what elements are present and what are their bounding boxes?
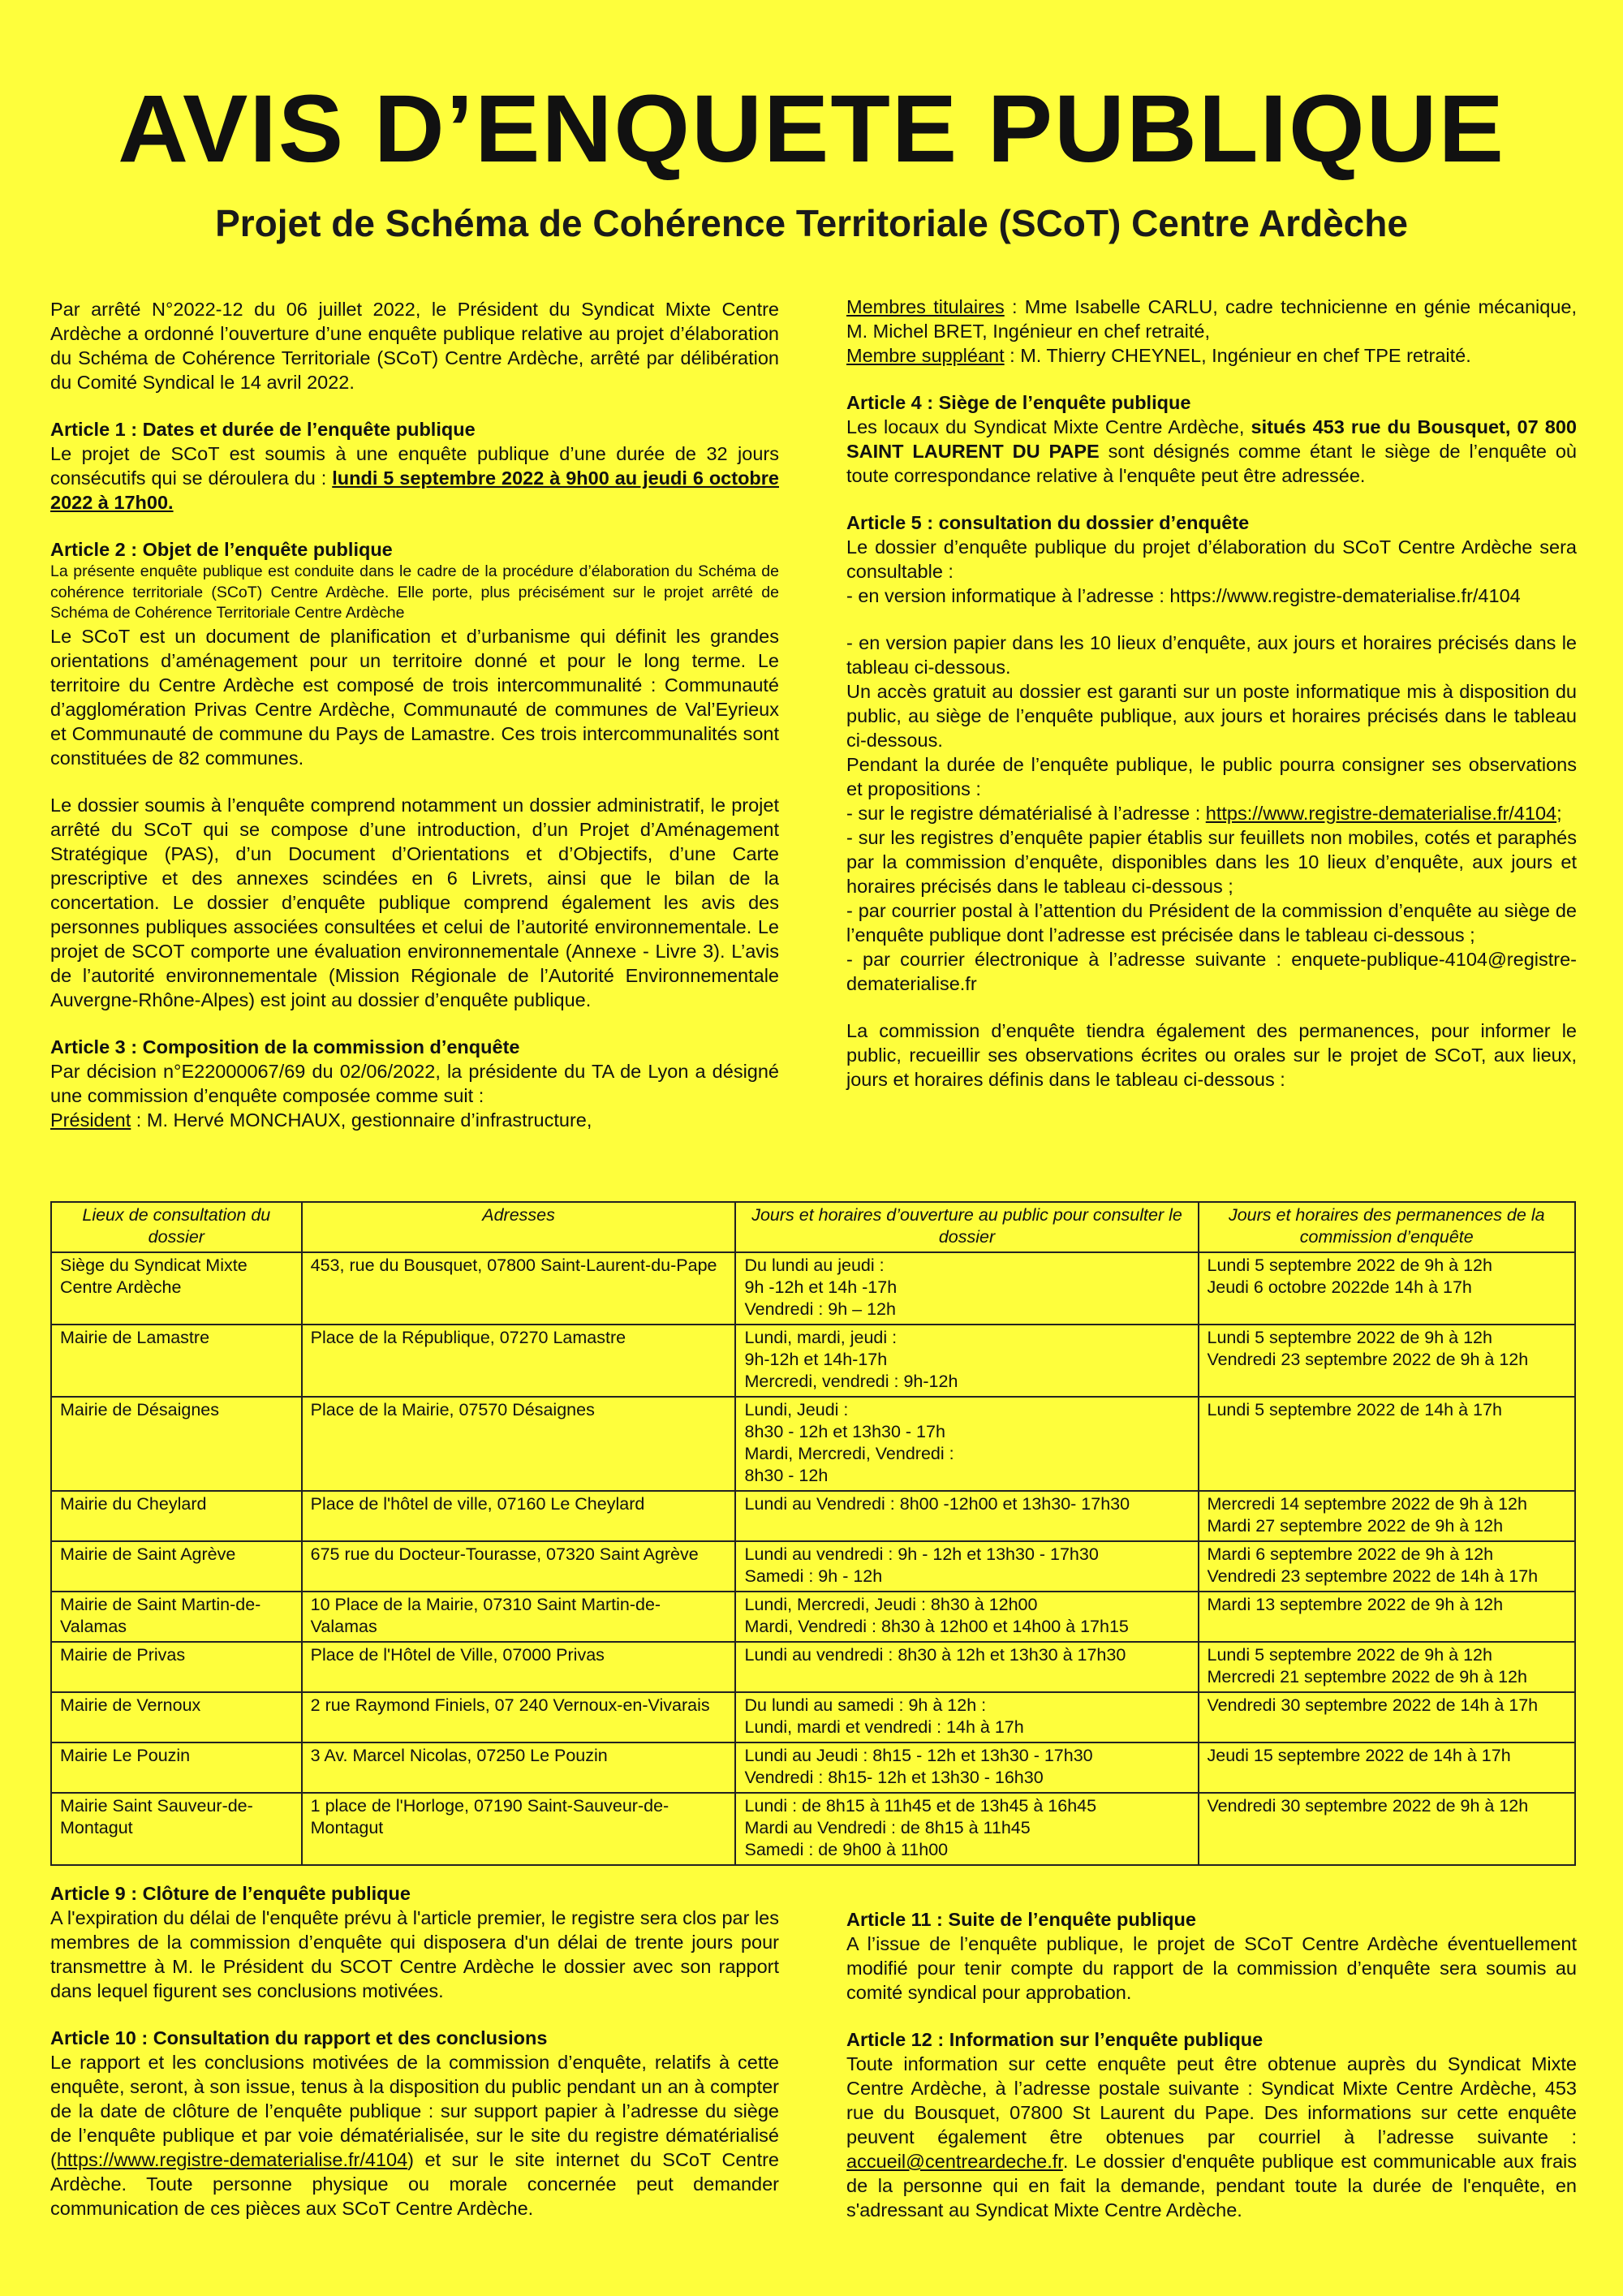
- table-row: [51, 1325, 1575, 1397]
- cell-adresse: Place de l'hôtel de ville, 07160 Le Cheylard: [310, 1494, 645, 1514]
- article-5-obs-online: - sur le registre dématérialisé à l’adresse : https://www.registre-dematerialise.fr/4104;: [846, 803, 1562, 824]
- article-5-intro: Le dossier d’enquête publique du projet d’élaboration du SCoT Centre Ardèche sera consultable :: [846, 536, 1577, 582]
- cell-adresse: 675 rue du Docteur-Tourasse, 07320 Saint Agrève: [310, 1544, 699, 1564]
- cell-horaires: Lundi, Jeudi : 8h30 - 12h et 13h30 - 17h Mardi, Mercredi, Vendredi : 8h30 - 12h: [744, 1400, 954, 1485]
- article-11-title: Article 11 : Suite de l’enquête publique: [846, 1909, 1196, 1930]
- permanences-paragraph: La commission d’enquête tiendra également des permanences, pour informer le public, recueillir ses observations écrites ou orales sur le projet de SCoT, aux lieux, jours et horaires définis dans le tableau ci-dessous :: [846, 1020, 1577, 1090]
- schedule-table: [50, 1201, 1576, 1866]
- cell-adresse: 3 Av. Marcel Nicolas, 07250 Le Pouzin: [310, 1746, 608, 1765]
- cell-adresse: Place de l'Hôtel de Ville, 07000 Privas: [310, 1645, 605, 1665]
- article-9-text: A l'expiration du délai de l'enquête prévu à l'article premier, le registre sera clos par les membres de la commission d’enquête qui disposera d'un délai de trente jours pour transmettre à M. le Président du SCOT Centre Ardèche le dossier avec son rapport dans lequel figurent ses conclusions motivées.: [50, 1907, 779, 2001]
- article-2-small-text: La présente enquête publique est conduite dans le cadre de la procédure d’élaboration du Schéma de cohérence territoriale (SCoT) Centre Ardèche. Elle porte, plus précisément sur le projet arrêté de Schéma de Cohérence Territoriale Centre Ardèche: [50, 562, 779, 622]
- article-5-online-access: - en version informatique à l’adresse : https://www.registre-dematerialise.fr/4104: [846, 585, 1521, 606]
- members-titulaires: Membres titulaires : Mme Isabelle CARLU, cadre technicienne en génie mécanique, M. Michel BRET, Ingénieur en chef retraité,: [846, 296, 1577, 342]
- article-5-obs-paper: - sur les registres d’enquête papier établis sur feuillets non mobiles, cotés et paraphés par la commission d’enquête, disponibles dans les 10 lieux d’enquête, aux jours et horaires précisés dans le tableau ci-dessous ;: [846, 827, 1577, 897]
- cell-lieu: Mairie Saint Sauveur-de-Montagut: [60, 1796, 253, 1837]
- registre-link[interactable]: https://www.registre-dematerialise.fr/4104: [1205, 803, 1557, 824]
- table-row: [51, 1252, 1575, 1325]
- cell-permanences: Lundi 5 septembre 2022 de 9h à 12h Mercredi 21 septembre 2022 de 9h à 12h: [1207, 1645, 1527, 1686]
- table-row: [51, 1692, 1575, 1742]
- cell-lieu: Mairie du Cheylard: [60, 1494, 207, 1514]
- cell-permanences: Lundi 5 septembre 2022 de 9h à 12h Vendredi 23 septembre 2022 de 9h à 12h: [1207, 1328, 1529, 1369]
- header-lieux: Lieux de consultation du dossier: [51, 1202, 302, 1252]
- cell-permanences: Jeudi 15 septembre 2022 de 14h à 17h: [1207, 1746, 1511, 1765]
- article-4-text: Les locaux du Syndicat Mixte Centre Ardèche, situés 453 rue du Bousquet, 07 800 SAINT LAURENT DU PAPE sont désignés comme étant le siège de l’enquête où toute correspondance relative à l'enquête peut être adressée.: [846, 416, 1577, 486]
- article-5-paper-access: - en version papier dans les 10 lieux d’enquête, aux jours et horaires précisés dans le tableau ci-dessous.: [846, 632, 1577, 678]
- cell-horaires: Lundi, mardi, jeudi : 9h-12h et 14h-17h Mercredi, vendredi : 9h-12h: [744, 1328, 958, 1391]
- article-4-title: Article 4 : Siège de l’enquête publique: [846, 392, 1191, 413]
- cell-horaires: Lundi au vendredi : 8h30 à 12h et 13h30 à 17h30: [744, 1645, 1126, 1665]
- cell-permanences: Vendredi 30 septembre 2022 de 9h à 12h: [1207, 1796, 1529, 1816]
- cell-horaires: Lundi au Jeudi : 8h15 - 12h et 13h30 - 17h30 Vendredi : 8h15- 12h et 13h30 - 16h30: [744, 1746, 1093, 1787]
- table-row: [51, 1491, 1575, 1541]
- header-adresses: Adresses: [302, 1202, 736, 1252]
- cell-adresse: Place de la Mairie, 07570 Désaignes: [310, 1400, 595, 1419]
- cell-permanences: Vendredi 30 septembre 2022 de 14h à 17h: [1207, 1695, 1539, 1715]
- dossier-paragraph: Le dossier soumis à l’enquête comprend notamment un dossier administratif, le projet arrêté du SCoT qui se compose d’une introduction, d’un Projet d’Aménagement Stratégique (PAS), d’un Document d’Orientations et d’Objectifs, d’une Carte prescriptive et des annexes scindées en 6 Livrets, ainsi que le bilan de la concertation. Le dossier d’enquête publique comprend également les avis des personnes publiques associées consultées et celui de l’autorité environnementale. Le projet de SCOT comporte une évaluation environnementale (Annexe - Livre 3). L’avis de l’autorité environnementale (Mission Régionale de l’Autorité Environnementale Auvergne-Rhône-Alpes) est joint au dossier d’enquête publique.: [50, 794, 779, 1010]
- cell-adresse: 1 place de l'Horloge, 07190 Saint-Sauveur-de-Montagut: [310, 1796, 669, 1837]
- table-row: [51, 1642, 1575, 1692]
- article-5-obs-postal: - par courrier postal à l’attention du Président de la commission d’enquête au siège de l’enquête publique dont l’adresse est précisée dans le tableau ci-dessous ;: [846, 900, 1577, 946]
- cell-permanences: Lundi 5 septembre 2022 de 14h à 17h: [1207, 1400, 1502, 1419]
- cell-horaires: Lundi, Mercredi, Jeudi : 8h30 à 12h00 Mardi, Vendredi : 8h30 à 12h00 et 14h00 à 17h15: [744, 1595, 1129, 1636]
- contact-email[interactable]: accueil@centreardeche.fr: [846, 2151, 1063, 2172]
- intro-paragraph: Par arrêté N°2022-12 du 06 juillet 2022, le Président du Syndicat Mixte Centre Ardèche a ordonné l’ouverture d’une enquête publique relative au projet d’élaboration du Schéma de Cohérence Territoriale (SCoT) Centre Ardèche, arrêté par délibération du Comité Syndical le 14 avril 2022.: [50, 299, 779, 393]
- registre-link-2[interactable]: https://www.registre-dematerialise.fr/4104: [56, 2149, 408, 2170]
- cell-adresse: Place de la République, 07270 Lamastre: [310, 1328, 626, 1347]
- article-3-text: Par décision n°E22000067/69 du 02/06/2022, la présidente du TA de Lyon a désigné une commission d’enquête composée comme suit :: [50, 1060, 779, 1106]
- table-row: [51, 1592, 1575, 1642]
- cell-adresse: 10 Place de la Mairie, 07310 Saint Martin-de-Valamas: [310, 1595, 661, 1636]
- table-row: [51, 1397, 1575, 1491]
- page-subtitle: Projet de Schéma de Cohérence Territoriale (SCoT) Centre Ardèche: [215, 202, 1408, 244]
- cell-permanences: Mardi 13 septembre 2022 de 9h à 12h: [1207, 1595, 1504, 1614]
- cell-horaires: Lundi au vendredi : 9h - 12h et 13h30 - 17h30 Samedi : 9h - 12h: [744, 1544, 1099, 1586]
- cell-horaires: Lundi : de 8h15 à 11h45 et de 13h45 à 16h45 Mardi au Vendredi : de 8h15 à 11h45 Samedi : de 9h00 à 11h00: [744, 1796, 1097, 1859]
- member-suppleant: Membre suppléant : M. Thierry CHEYNEL, Ingénieur en chef TPE retraité.: [846, 345, 1471, 366]
- table-header-row: [51, 1202, 1575, 1252]
- cell-lieu: Mairie de Lamastre: [60, 1328, 210, 1347]
- cell-permanences: Mercredi 14 septembre 2022 de 9h à 12h Mardi 27 septembre 2022 de 9h à 12h: [1207, 1494, 1527, 1536]
- article-10-text: Le rapport et les conclusions motivées de la commission d’enquête, relatifs à cette enquête, seront, à son issue, tenus à la disposition du public pendant un an à compter de la date de clôture de l’enquête publique : sur support papier à l’adresse du siège de l’enquête publique et par voie dématérialisée, sur le site du registre dématérialisé (https://www.registre-dematerialise.fr/4104) et sur le site internet du SCoT Centre Ardèche. Toute personne physique ou morale concernée peut demander communication de ces pièces aux SCoT Centre Ardèche.: [50, 2052, 779, 2219]
- bottom-left-column: [50, 1881, 779, 2221]
- cell-permanences: Mardi 6 septembre 2022 de 9h à 12h Vendredi 23 septembre 2022 de 14h à 17h: [1207, 1544, 1539, 1586]
- cell-adresse: 2 rue Raymond Finiels, 07 240 Vernoux-en-Vivarais: [310, 1695, 710, 1715]
- article-5-free-access: Un accès gratuit au dossier est garanti sur un poste informatique mis à disposition du public, au siège de l’enquête publique, aux jours et horaires précisés dans le tableau ci-dessous.: [846, 681, 1577, 751]
- table-row: [51, 1742, 1575, 1793]
- cell-lieu: Siège du Syndicat Mixte Centre Ardèche: [60, 1256, 248, 1297]
- article-12-text: Toute information sur cette enquête peut être obtenue auprès du Syndicat Mixte Centre Ardèche, à l’adresse postale suivante : Syndicat Mixte Centre Ardèche, 453 rue du Bousquet, 07800 St Laurent du Pape. Des informations sur cette enquête peuvent également être obtenues par courriel à l’adresse suivante : accueil@centreardeche.fr. Le dossier d'enquête publique est communicable aux frais de la personne qui en fait la demande, pendant toute la durée de l'enquête, en s'adressant au Syndicat Mixte Centre Ardèche.: [846, 2053, 1577, 2221]
- article-12-title: Article 12 : Information sur l’enquête publique: [846, 2029, 1264, 2050]
- article-2-text: Le SCoT est un document de planification et d’urbanisme qui définit les grandes orientations d’aménagement pour un territoire donné et pour le long terme. Le territoire du Centre Ardèche est composé de trois intercommunalité : Communauté d’agglomération Privas Centre Ardèche, Communauté de communes de Val’Eyrieux et Communauté de commune du Pays de Lamastre. Ces trois intercommunalités sont constituées de 82 communes.: [50, 625, 779, 769]
- article-1-dates: lundi 5 septembre 2022 à 9h00 au jeudi 6 octobre 2022 à 17h00.: [50, 467, 779, 513]
- article-5-title: Article 5 : consultation du dossier d’enquête: [846, 512, 1250, 533]
- article-9-title: Article 9 : Clôture de l’enquête publique: [50, 1883, 411, 1904]
- page-title: AVIS D’ENQUETE PUBLIQUE: [118, 75, 1505, 183]
- article-5-obs-email: - par courrier électronique à l’adresse suivante : enquete-publique-4104@registre-dematerialise.fr: [846, 949, 1577, 994]
- article-3-president: Président : M. Hervé MONCHAUX, gestionnaire d’infrastructure,: [50, 1109, 592, 1131]
- cell-permanences: Lundi 5 septembre 2022 de 9h à 12h Jeudi 6 octobre 2022de 14h à 17h: [1207, 1256, 1492, 1297]
- table-row: [51, 1541, 1575, 1592]
- cell-lieu: Mairie de Privas: [60, 1645, 186, 1665]
- cell-adresse: 453, rue du Bousquet, 07800 Saint-Laurent-du-Pape: [310, 1256, 717, 1275]
- right-column: [846, 295, 1577, 1092]
- article-2-title: Article 2 : Objet de l’enquête publique: [50, 539, 393, 560]
- cell-lieu: Mairie de Saint Agrève: [60, 1544, 236, 1564]
- bottom-right-column: [846, 1907, 1577, 2222]
- cell-horaires: Lundi au Vendredi : 8h00 -12h00 et 13h30- 17h30: [744, 1494, 1130, 1514]
- article-1-text: Le projet de SCoT est soumis à une enquête publique d’une durée de 32 jours consécutifs qui se déroulera du : lundi 5 septembre 2022 à 9h00 au jeudi 6 octobre 2022 à 17h00.: [50, 443, 779, 513]
- cell-lieu: Mairie Le Pouzin: [60, 1746, 191, 1765]
- cell-lieu: Mairie de Saint Martin-de-Valamas: [60, 1595, 261, 1636]
- cell-lieu: Mairie de Vernoux: [60, 1695, 201, 1715]
- cell-horaires: Du lundi au samedi : 9h à 12h : Lundi, mardi et vendredi : 14h à 17h: [744, 1695, 1024, 1737]
- left-column: [50, 297, 779, 1132]
- header-horaires: Jours et horaires d’ouverture au public pour consulter le dossier: [735, 1202, 1198, 1252]
- article-10-title: Article 10 : Consultation du rapport et des conclusions: [50, 2027, 548, 2048]
- article-3-title: Article 3 : Composition de la commission d’enquête: [50, 1036, 520, 1058]
- cell-horaires: Du lundi au jeudi : 9h -12h et 14h -17h Vendredi : 9h – 12h: [744, 1256, 898, 1319]
- article-11-text: A l’issue de l’enquête publique, le projet de SCoT Centre Ardèche éventuellement modifié pour tenir compte du rapport de la commission d’enquête sera soumis au comité syndical pour approbation.: [846, 1933, 1577, 2003]
- article-5-observations-intro: Pendant la durée de l’enquête publique, le public pourra consigner ses observations et propositions :: [846, 754, 1577, 799]
- article-1-title: Article 1 : Dates et durée de l’enquête publique: [50, 419, 476, 440]
- enquete-email[interactable]: enquete-publique-4104@registre-dematerialise.fr: [846, 949, 1577, 994]
- header-permanences: Jours et horaires des permanences de la commission d’enquête: [1199, 1202, 1575, 1252]
- cell-lieu: Mairie de Désaignes: [60, 1400, 219, 1419]
- table-row: [51, 1793, 1575, 1865]
